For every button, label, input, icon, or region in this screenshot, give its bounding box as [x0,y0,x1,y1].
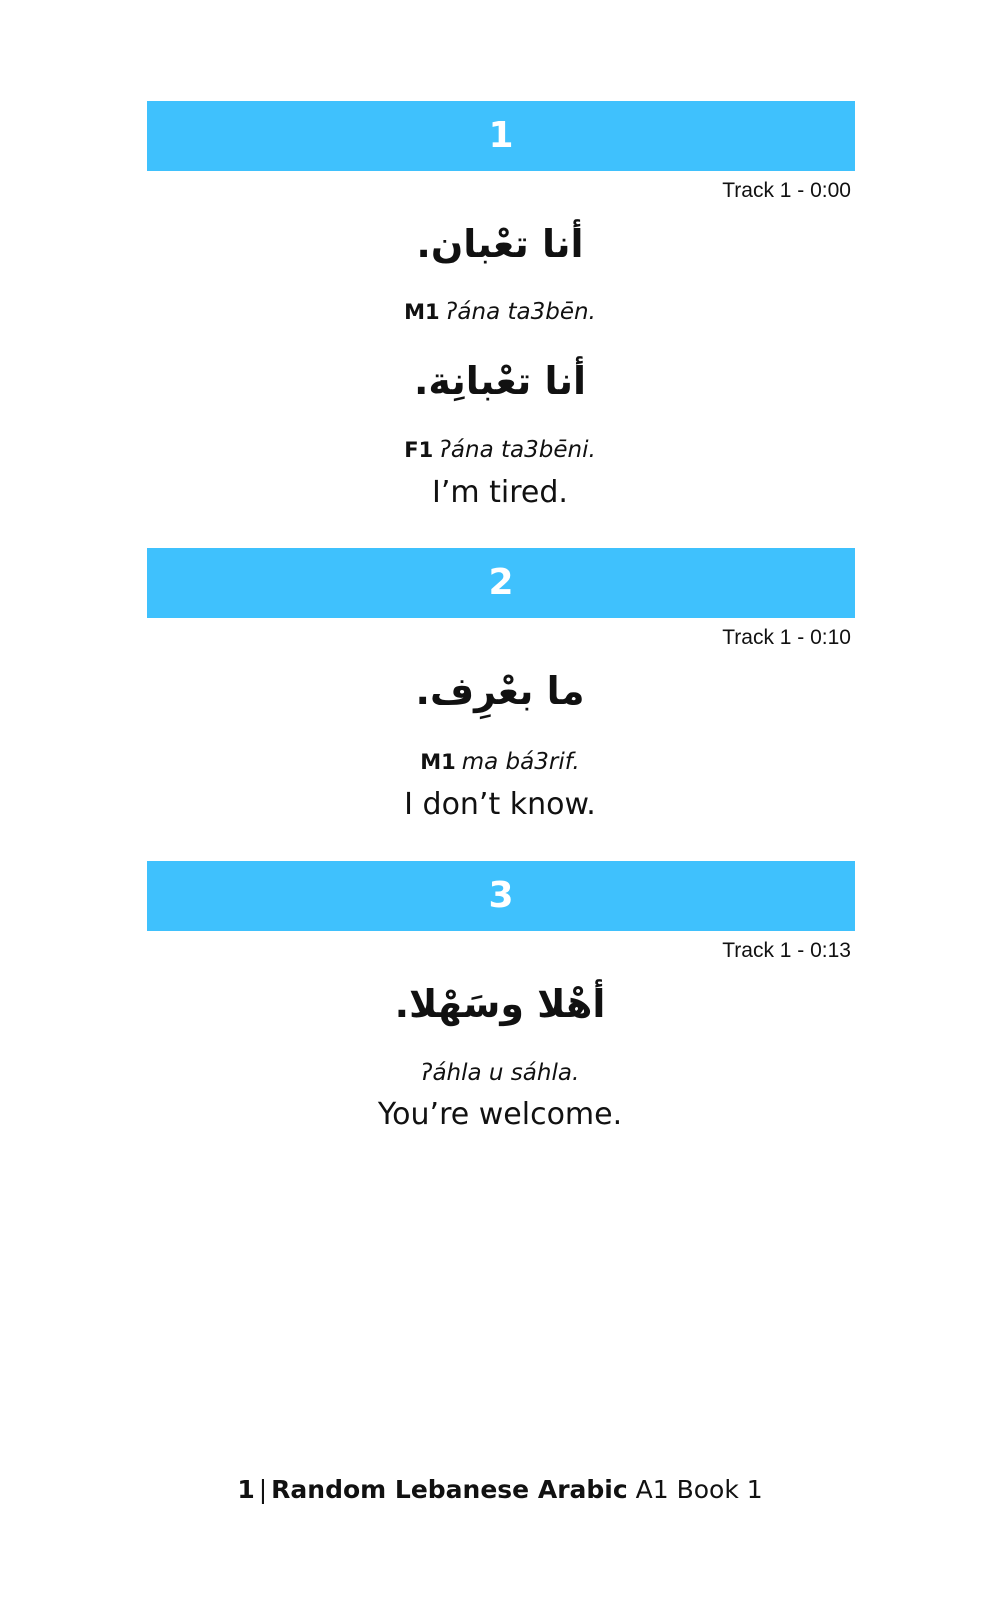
transliteration-text: ʔána ta3bēni. [439,437,596,463]
transliteration [0,751,1000,774]
page-number: 1 [237,1475,255,1504]
transliteration-text: ʔáhla u sáhla. [420,1060,580,1086]
audio-track-timestamp: Track 1 - 0:10 [722,626,851,649]
english-translation: I don’t know. [404,787,596,822]
book-subtitle: A1 Book 1 [635,1475,763,1504]
english-translation: You’re welcome. [377,1097,623,1132]
arabic-phrase-feminine: أنا تعْبانِة. [413,359,587,403]
entry-number: 1 [488,115,514,156]
book-title: Random Lebanese Arabic [271,1475,628,1504]
transliteration-text: ʔána ta3bēn. [445,299,596,325]
transliteration-text: ma bá3rif. [461,749,580,775]
arabic-phrase: أهْلا وسَهْلا. [394,982,606,1026]
footer-separator: | [258,1475,268,1504]
audio-track-timestamp: Track 1 - 0:00 [722,179,851,202]
transliteration-masculine [0,301,1000,324]
entry-number-band [147,101,855,171]
entry-number-band [147,861,855,931]
audio-track-timestamp: Track 1 - 0:13 [722,939,851,962]
entry-number-band [147,548,855,618]
speaker-label: M1 [404,300,440,324]
arabic-phrase-masculine: أنا تعْبان. [416,222,584,266]
transliteration-feminine [0,439,1000,462]
entry-number: 3 [488,875,514,916]
transliteration [0,1062,1000,1085]
speaker-label: M1 [420,750,456,774]
entry-number: 2 [488,562,514,603]
speaker-label: F1 [404,438,434,462]
page-footer [0,1477,1000,1502]
english-translation: I’m tired. [432,475,568,510]
arabic-phrase: ما بعْرِف. [415,669,585,713]
